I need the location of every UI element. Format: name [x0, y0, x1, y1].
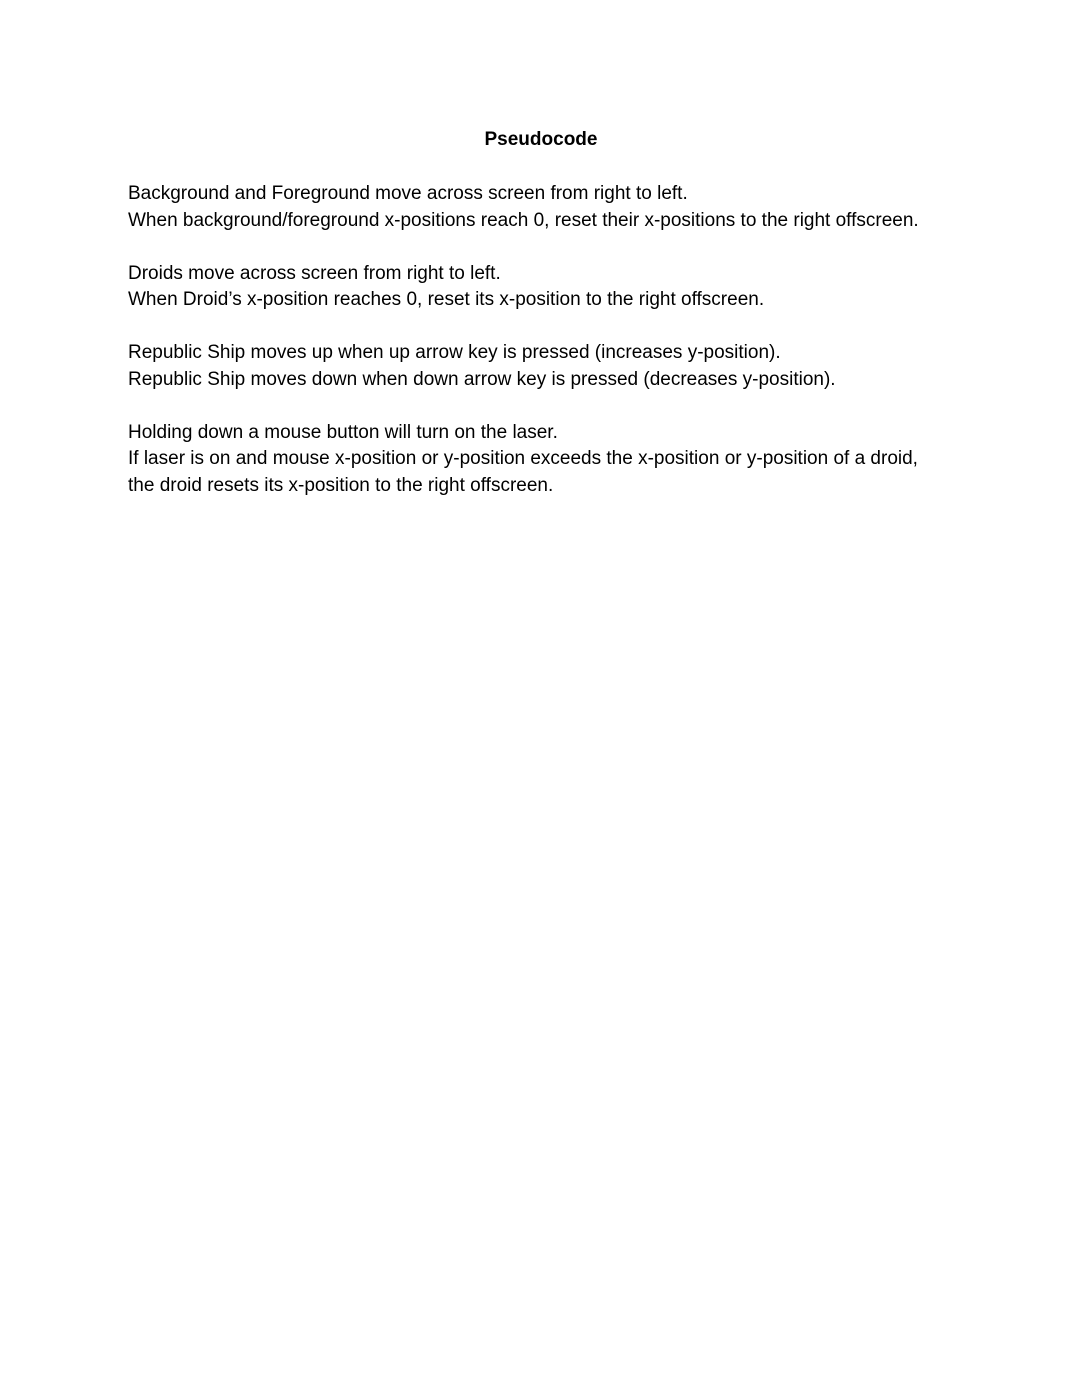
page-title: Pseudocode — [484, 129, 598, 150]
text-line: Holding down a mouse button will turn on the laser. — [128, 421, 558, 443]
paragraph-droids — [128, 261, 988, 314]
text-line: Background and Foreground move across screen from right to left. — [128, 183, 688, 204]
paragraph-republic-ship — [128, 340, 988, 393]
paragraph-laser — [128, 420, 988, 500]
text-line: the droid resets its x-position to the right offscreen. — [128, 474, 554, 496]
text-line: When Droid’s x-position reaches 0, reset its x-position to the right offscreen. — [128, 289, 765, 310]
text-line: When background/foreground x-positions reach 0, reset their x-positions to the right offscreen. — [128, 209, 919, 231]
text-line: Republic Ship moves down when down arrow key is pressed (decreases y-position). — [128, 368, 836, 390]
text-line: If laser is on and mouse x-position or y-position exceeds the x-position or y-position of a droid, — [128, 448, 918, 469]
text-line: Republic Ship moves up when up arrow key is pressed (increases y-position). — [128, 342, 781, 363]
paragraph-scrolling-background — [128, 181, 988, 234]
document-body — [128, 181, 988, 526]
text-line: Droids move across screen from right to left. — [128, 262, 501, 284]
